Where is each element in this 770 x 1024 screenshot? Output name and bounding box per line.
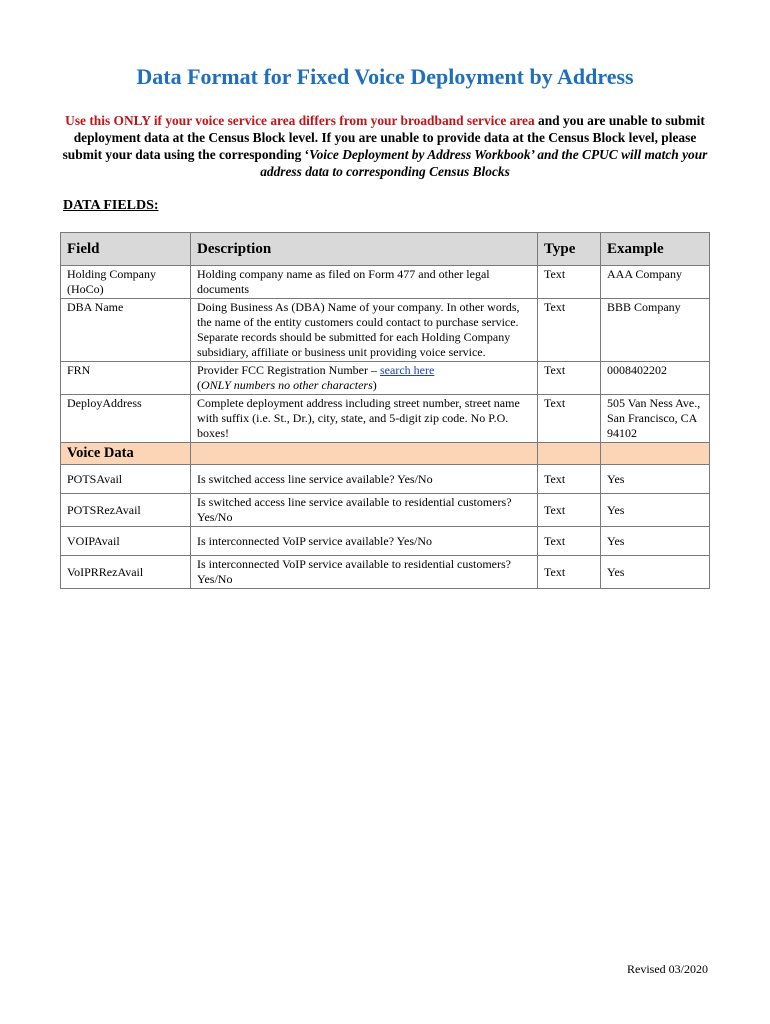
description-cell: Doing Business As (DBA) Name of your company. In other words, the name of the entity customers could contact to purchase service. Separate records should be submitted for each Holding Company subsidiary, affiliate or business unit providing voice service. bbox=[191, 299, 538, 362]
header-description: Description bbox=[191, 233, 538, 266]
table-row bbox=[61, 465, 710, 494]
table-row bbox=[61, 527, 710, 556]
example-cell: Yes bbox=[601, 494, 710, 527]
intro-warning: Use this ONLY if your voice service area differs from your broadband service area bbox=[65, 113, 535, 128]
frn-note: ONLY numbers no other characters bbox=[201, 378, 373, 392]
field-cell: DBA Name bbox=[61, 299, 191, 362]
description-cell: Is switched access line service available to residential customers? Yes/No bbox=[191, 494, 538, 527]
table-row bbox=[61, 299, 710, 362]
example-cell: Yes bbox=[601, 527, 710, 556]
type-cell: Text bbox=[538, 494, 601, 527]
field-cell: VOIPAvail bbox=[61, 527, 191, 556]
description-cell bbox=[191, 362, 538, 395]
frn-note-close: ) bbox=[372, 378, 377, 392]
data-fields-table bbox=[60, 232, 710, 589]
revision-date: Revised 03/2020 bbox=[627, 962, 708, 976]
type-cell: Text bbox=[538, 362, 601, 395]
description-cell: Is switched access line service available? Yes/No bbox=[191, 465, 538, 494]
table-row bbox=[61, 362, 710, 395]
type-cell: Text bbox=[538, 465, 601, 494]
page-title: Data Format for Fixed Voice Deployment by Address bbox=[136, 64, 634, 89]
field-cell: POTSRezAvail bbox=[61, 494, 191, 527]
intro-workbook-note: Voice Deployment by Address Workbook’ and the CPUC will match your address data to corresponding Census Blocks bbox=[260, 147, 708, 179]
section-empty-cell bbox=[538, 443, 601, 465]
description-cell: Is interconnected VoIP service available? Yes/No bbox=[191, 527, 538, 556]
frn-description-text: Provider FCC Registration Number – bbox=[197, 363, 380, 377]
field-cell: VoIPRRezAvail bbox=[61, 556, 191, 589]
voice-data-label: Voice Data bbox=[61, 443, 191, 465]
intro-paragraph bbox=[62, 112, 708, 180]
field-cell: Holding Company (HoCo) bbox=[61, 266, 191, 299]
search-here-link[interactable]: search here bbox=[380, 363, 435, 377]
frn-note-open: ( bbox=[197, 378, 201, 392]
header-field: Field bbox=[61, 233, 191, 266]
example-cell: 0008402202 bbox=[601, 362, 710, 395]
field-cell: FRN bbox=[61, 362, 191, 395]
description-cell: Is interconnected VoIP service available to residential customers? Yes/No bbox=[191, 556, 538, 589]
description-cell: Complete deployment address including street number, street name with suffix (i.e. St., Dr.), city, state, and 5-digit zip code. No P.O. boxes! bbox=[191, 395, 538, 443]
intro-text: and you are unable to submit deployment data at the Census Block level. If you are unable to provide data at the Census Block level, please submit your data using the corresponding ‘ bbox=[62, 113, 705, 162]
header-example: Example bbox=[601, 233, 710, 266]
type-cell: Text bbox=[538, 299, 601, 362]
header-type: Type bbox=[538, 233, 601, 266]
description-cell: Holding company name as filed on Form 477 and other legal documents bbox=[191, 266, 538, 299]
type-cell: Text bbox=[538, 395, 601, 443]
field-cell: DeployAddress bbox=[61, 395, 191, 443]
type-cell: Text bbox=[538, 266, 601, 299]
example-cell: 505 Van Ness Ave., San Francisco, CA 94102 bbox=[601, 395, 710, 443]
table-row bbox=[61, 494, 710, 527]
section-empty-cell bbox=[191, 443, 538, 465]
example-cell: BBB Company bbox=[601, 299, 710, 362]
table-header-row bbox=[61, 233, 710, 266]
example-cell: AAA Company bbox=[601, 266, 710, 299]
table-row bbox=[61, 395, 710, 443]
type-cell: Text bbox=[538, 556, 601, 589]
example-cell: Yes bbox=[601, 465, 710, 494]
table-row bbox=[61, 266, 710, 299]
table-row bbox=[61, 556, 710, 589]
example-cell: Yes bbox=[601, 556, 710, 589]
data-fields-heading: DATA FIELDS: bbox=[63, 198, 159, 213]
section-empty-cell bbox=[601, 443, 710, 465]
field-cell: POTSAvail bbox=[61, 465, 191, 494]
type-cell: Text bbox=[538, 527, 601, 556]
voice-data-section-row bbox=[61, 443, 710, 465]
